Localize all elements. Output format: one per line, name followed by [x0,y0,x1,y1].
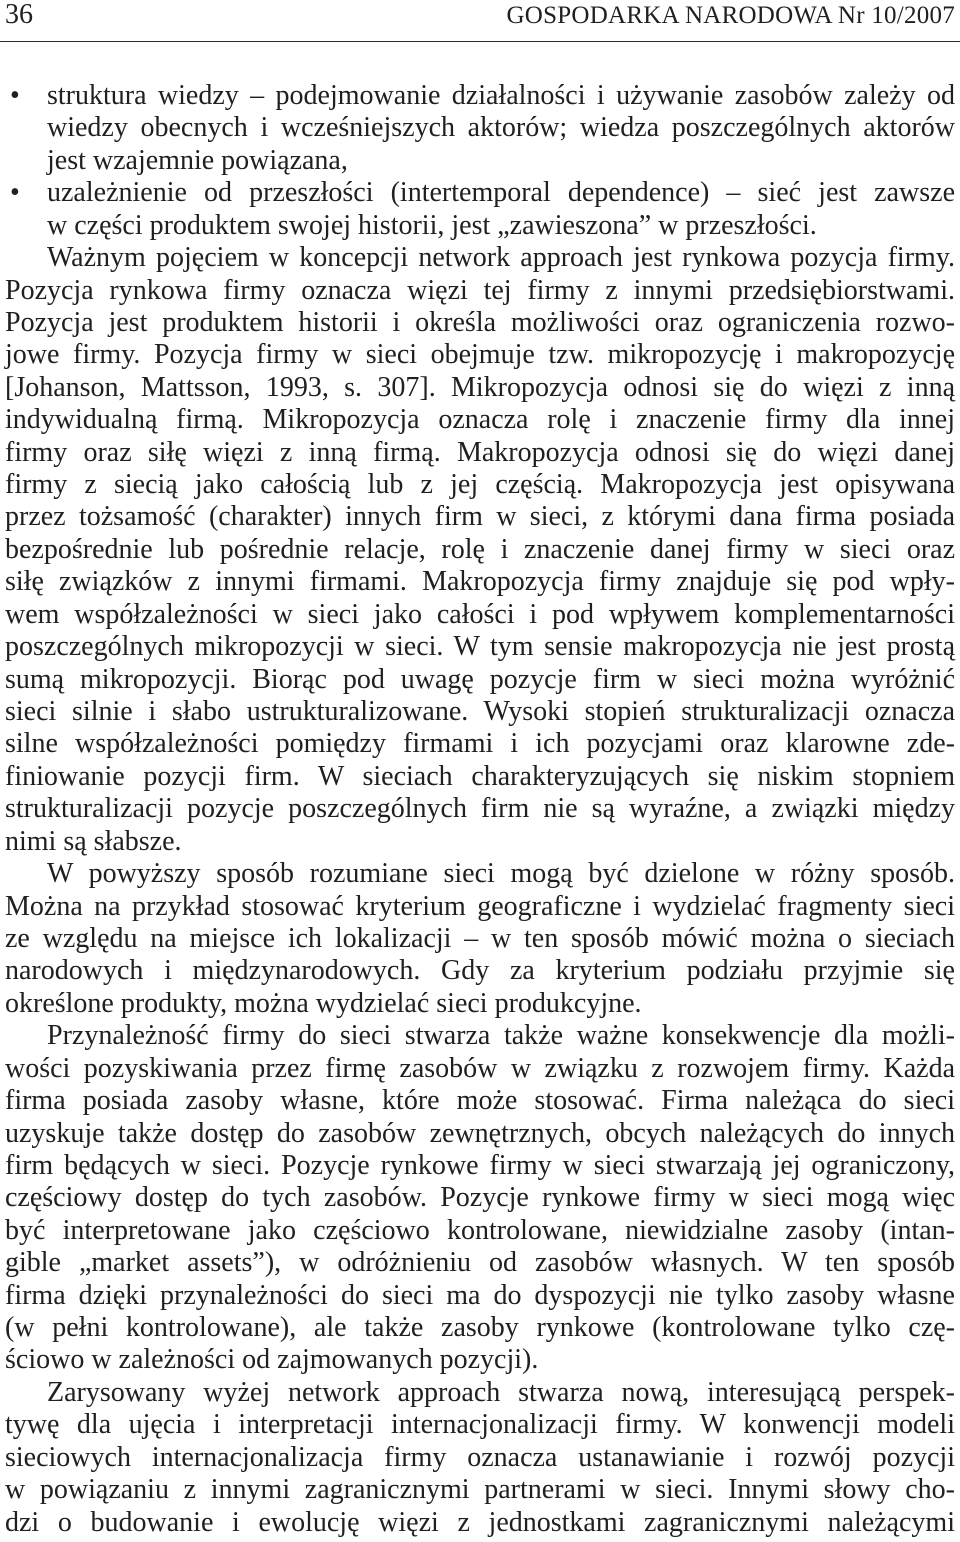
text-line: wiedzy obecnych i wcześniejszych aktorów; wiedza poszczególnych aktorów [47,112,955,144]
text-line: uzyskuje także dostęp do zasobów zewnętrznych, obcych należących do innych [5,1117,955,1149]
text-line: w powiązaniu z innymi zagranicznymi partnerami w sieci. Innymi słowy cho- [5,1474,955,1506]
running-title: GOSPODARKA NARODOWA Nr 10/2007 [506,2,955,29]
text-line: silne współzależności pomiędzy firmami i ich pozycjami oraz klarowne zde- [5,728,955,760]
text-line: Pozycja jest produktem historii i określa możliwości oraz ograniczenia rozwo- [5,306,955,338]
text-line: strukturalizacji pozycje poszczególnych firm nie są wyraźne, a związki między [5,793,955,825]
paragraph [5,1020,955,1377]
text-line: jowe firmy. Pozycja firmy w sieci obejmuje tzw. mikropozycję i makropozycję [5,339,955,371]
bullet-list [5,80,955,242]
text-line: firmy z siecią jako całością lub z jej częścią. Makropozycja jest opisywana [5,469,955,501]
text-line: Ważnym pojęciem w koncepcji network approach jest rynkowa pozycja firmy. [47,242,955,274]
text-line: być interpretowane jako częściowo kontrolowane, niewidzialne zasoby (intan- [5,1214,955,1246]
paragraph [5,858,955,1020]
page-number: 36 [5,0,33,30]
article-body [5,80,955,1539]
text-line: nimi są słabsze. [5,825,182,857]
text-line: częściowy dostęp do tych zasobów. Pozycje rynkowe firmy w sieci mogą więc [5,1182,955,1214]
text-line: Pozycja rynkowa firmy oznacza więzi tej firmy z innymi przedsiębiorstwami. [5,274,955,306]
text-line: uzależnienie od przeszłości (intertemporal dependence) – sieć jest zawsze [47,177,955,209]
text-line: indywidualną firmą. Mikropozycja oznacza rolę i znaczenie firmy dla innej [5,404,955,436]
text-line: Zarysowany wyżej network approach stwarza nową, interesującą perspek- [47,1376,955,1408]
text-line: ściowo w zależności od zajmowanych pozycji). [5,1344,539,1376]
text-line: finiowanie pozycji firm. W sieciach charakteryzujących się niskim stopniem [5,760,955,792]
text-line: sieci silnie i słabo ustrukturalizowane. Wysoki stopień strukturalizacji oznacza [5,696,955,728]
text-line: gible „market assets”), w odróżnieniu od zasobów własnych. W ten sposób [5,1247,955,1279]
text-line: struktura wiedzy – podejmowanie działalności i używanie zasobów zależy od [47,80,955,111]
text-line: bezpośrednie lub pośrednie relacje, rolę i znaczenie danej firmy w sieci oraz [5,533,955,565]
text-line: Przynależność firmy do sieci stwarza także ważne konsekwencje dla możli- [47,1020,955,1052]
bullet-marker: • [10,177,20,209]
text-line: Można na przykład stosować kryterium geograficzne i wydzielać fragmenty sieci [5,890,955,922]
text-line: firma dzięki przynależności do sieci ma do dyspozycji nie tylko zasoby własne [5,1279,955,1311]
paragraph [5,1377,955,1539]
text-line: narodowych i międzynarodowych. Gdy za kryterium podziału przyjmie się [5,955,955,987]
paragraph [5,242,955,858]
text-line: W powyższy sposób rozumiane sieci mogą być dzielone w różny sposób. [47,858,955,890]
text-line: w części produktem swojej historii, jest „zawieszona” w przeszłości. [47,209,817,241]
bullet-item [5,80,955,177]
text-line: firma posiada zasoby własne, które może stosować. Firma należąca do sieci [5,1085,955,1117]
text-line: sumą mikropozycji. Biorąc pod uwagę pozycje firm w sieci można wyróżnić [5,663,955,695]
text-line: sieciowych internacjonalizacja firmy oznacza ustanawianie i rozwój pozycji [5,1441,955,1473]
text-line: firmy oraz siłę więzi z inną firmą. Makropozycja odnosi się do więzi danej [5,436,955,468]
text-line: firm będących w sieci. Pozycje rynkowe firmy w sieci stwarzają jej ograniczony, [5,1149,955,1181]
text-line: wem współzależności w sieci jako całości i pod wpływem komplementarności [5,598,955,630]
text-line: (w pełni kontrolowane), ale także zasoby rynkowe (kontrolowane tylko czę- [5,1312,955,1344]
bullet-item [5,177,955,242]
text-line: siłę związków z innymi firmami. Makropozycja firmy znajduje się pod wpły- [5,566,955,598]
bullet-marker: • [10,80,20,111]
text-line: tywę dla ujęcia i interpretacji internacjonalizacji firmy. W konwencji modeli [5,1409,955,1441]
header-rule [0,41,960,42]
text-line: [Johanson, Mattsson, 1993, s. 307]. Mikropozycja odnosi się do więzi z inną [5,371,955,403]
text-line: określone produkty, można wydzielać sieci produkcyjne. [5,987,642,1019]
text-line: wości pozyskiwania przez firmę zasobów w związku z rozwojem firmy. Każda [5,1052,955,1084]
text-line: ze względu na miejsce ich lokalizacji – w ten sposób mówić można o sieciach [5,922,955,954]
text-line: poszczególnych mikropozycji w sieci. W tym sensie makropozycja nie jest prostą [5,631,955,663]
text-line: przez tożsamość (charakter) innych firm w sieci, z którymi dana firma posiada [5,501,955,533]
text-line: dzi o budowanie i ewolucję więzi z jednostkami zagranicznymi należącymi [5,1506,955,1538]
text-line: jest wzajemnie powiązana, [47,144,348,176]
running-header [5,0,955,31]
